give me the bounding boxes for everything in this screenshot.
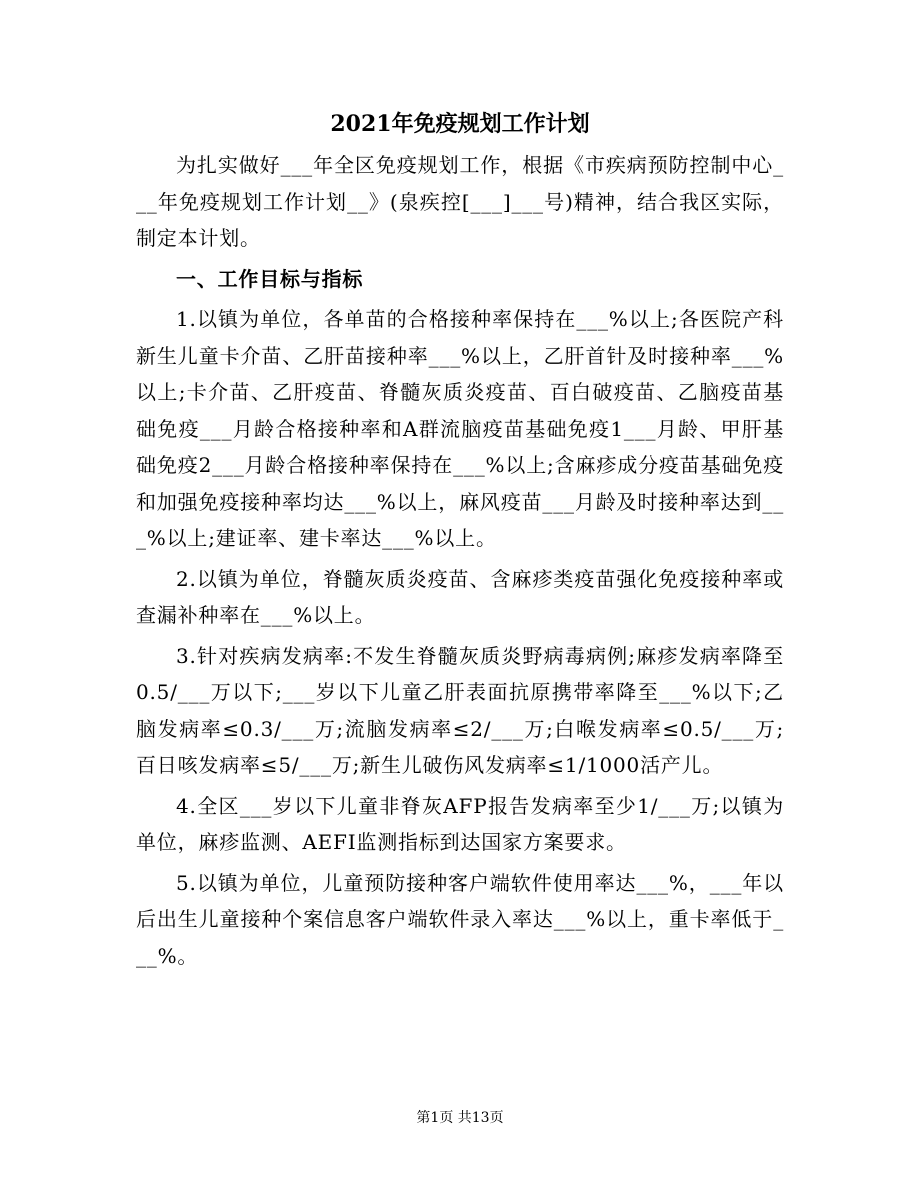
target-item-3: 3.针对疾病发病率:不发生脊髓灰质炎野病毒病例;麻疹发病率降至0.5/___万以下;___岁以下儿童乙肝表面抗原携带率降至___%以下;乙脑发病率≤0.3/___万;流脑发病率≤2/___万;白喉发病率≤0.5/___万;百日咳发病率≤5/___万;新生儿破伤风发病率≤1/1000活产儿。 <box>136 643 784 777</box>
document-body <box>136 147 784 974</box>
target-item-4: 4.全区___岁以下儿童非脊灰AFP报告发病率至少1/___万;以镇为单位，麻疹监测、AEFI监测指标到达国家方案要求。 <box>136 793 784 854</box>
section-heading: 一、工作目标与指标 <box>176 266 364 291</box>
document-title: 2021年免疫规划工作计划 <box>330 111 590 137</box>
target-item-5: 5.以镇为单位，儿童预防接种客户端软件使用率达___%，___年以后出生儿童接种个案信息客户端软件录入率达___%以上，重卡率低于___%。 <box>136 870 784 968</box>
intro-paragraph: 为扎实做好___年全区免疫规划工作，根据《市疾病预防控制中心___年免疫规划工作计划__》(泉疾控[___]___号)精神，结合我区实际，制定本计划。 <box>136 153 784 250</box>
page-number-footer: 第1页 共13页 <box>416 1110 504 1126</box>
target-item-2: 2.以镇为单位，脊髓灰质炎疫苗、含麻疹类疫苗强化免疫接种率或查漏补种率在___%以上。 <box>136 566 784 627</box>
target-item-1: 1.以镇为单位，各单苗的合格接种率保持在___%以上;各医院产科新生儿童卡介苗、乙肝苗接种率___%以上，乙肝首针及时接种率___%以上;卡介苗、乙肝疫苗、脊髓灰质炎疫苗、百白破疫苗、乙脑疫苗基础免疫___月龄合格接种率和A群流脑疫苗基础免疫1___月龄、甲肝基础免疫2___月龄合格接种率保持在___%以上;含麻疹成分疫苗基础免疫和加强免疫接种率均达___%以上，麻风疫苗___月龄及时接种率达到___%以上;建证率、建卡率达___%以上。 <box>136 307 784 550</box>
